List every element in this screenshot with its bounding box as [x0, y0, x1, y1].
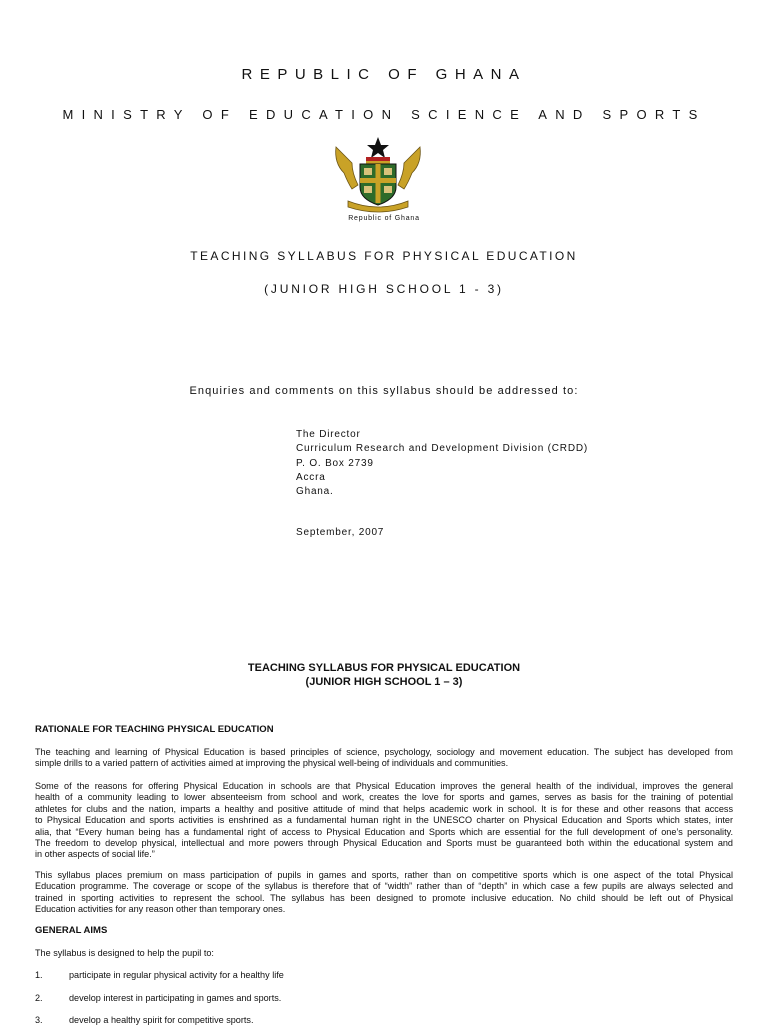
paragraph-line: simple drills to a varied pattern of activities aimed at improving the physical well-being of individuals and communities. — [35, 758, 509, 769]
paragraph-line: athletes for clubs and the nation, imparts a healthy and positive attitude of mind that helps academic work in school. It is for these and other reasons that access — [35, 803, 733, 814]
list-number: 1. — [35, 970, 43, 980]
address-line: P. O. Box 2739 — [296, 457, 374, 469]
body-title: TEACHING SYLLABUS FOR PHYSICAL EDUCATION — [247, 662, 521, 674]
list-text: develop a healthy spirit for competitive sports. — [69, 1015, 254, 1025]
seal-caption: Republic of Ghana — [348, 215, 420, 222]
paragraph-line: to Physical Education and sports activities is enshrined as a fundamental human right in the UNESCO charter on Physical Education and Sports which states, inter — [35, 815, 733, 826]
rationale-paragraph-3 — [35, 870, 733, 916]
enquiries-intro: Enquiries and comments on this syllabus should be addressed to: — [189, 385, 579, 397]
coat-of-arms-icon — [330, 133, 426, 213]
address-line: Ghana. — [296, 486, 334, 498]
address-line: Curriculum Research and Development Division (CRDD) — [296, 443, 588, 455]
paragraph-line: This syllabus places premium on mass participation of pupils in games and sports, rather than on competitive sports which is one aspect of the total Physical — [35, 870, 733, 880]
address-block — [296, 428, 588, 499]
rationale-paragraph-1 — [35, 747, 733, 770]
rationale-paragraph-2 — [35, 781, 733, 861]
paragraph-line: Some of the reasons for offering Physical Education in schools are that Physical Education improves the general health of the individual, improves the general — [35, 781, 733, 791]
paragraph-line: health of a community leading to lower absenteeism from school and work, creates the love for sports and games, serves as basis for the training of potential — [35, 792, 733, 803]
paragraph-line: The syllabus is designed to help the pupil to: — [35, 948, 214, 958]
publication-date: September, 2007 — [296, 527, 385, 538]
country-heading: REPUBLIC OF GHANA — [241, 66, 527, 83]
body-subtitle: (JUNIOR HIGH SCHOOL 1 – 3) — [305, 676, 463, 688]
paragraph-line: The teaching and learning of Physical Education is based principles of science, psychology, sociology and movement education. The subject has developed from — [35, 747, 733, 757]
general-aims-heading: GENERAL AIMS — [35, 925, 108, 936]
syllabus-subtitle: (JUNIOR HIGH SCHOOL 1 - 3) — [264, 282, 504, 296]
paragraph-line: alia, that “Every human being has a fundamental right of access to Physical Education and Sports which are essential for the full development of one’s personality. — [35, 826, 733, 837]
paragraph-line: Education activities for any reason other than temporary ones. — [35, 904, 286, 915]
list-number: 2. — [35, 993, 43, 1003]
address-line: The Director — [296, 429, 361, 440]
paragraph-line: in other aspects of social life.” — [35, 849, 155, 860]
list-text: participate in regular physical activity for a healthy life — [69, 970, 284, 980]
address-line: Accra — [296, 471, 326, 483]
list-number: 3. — [35, 1015, 43, 1025]
rationale-heading: RATIONALE FOR TEACHING PHYSICAL EDUCATION — [35, 724, 274, 735]
paragraph-line: Education programme. The coverage or scope of the syllabus is therefore that of “width” rather than of “depth” in which case a few pupils are always selected and — [35, 881, 733, 892]
paragraph-line: The freedom to develop physical, intellectual and more powers through Physical Education and Sports must be guaranteed both within the educational system and — [35, 838, 733, 849]
ministry-heading: MINISTRY OF EDUCATION SCIENCE AND SPORTS — [62, 107, 706, 122]
paragraph-line: trained in sporting activities to represent the school. The syllabus has been designed to promote inclusive education. No child should be left out of Physical — [35, 892, 733, 903]
syllabus-title: TEACHING SYLLABUS FOR PHYSICAL EDUCATION — [190, 249, 578, 263]
aims-intro — [35, 948, 733, 959]
list-text: develop interest in participating in games and sports. — [69, 993, 282, 1003]
